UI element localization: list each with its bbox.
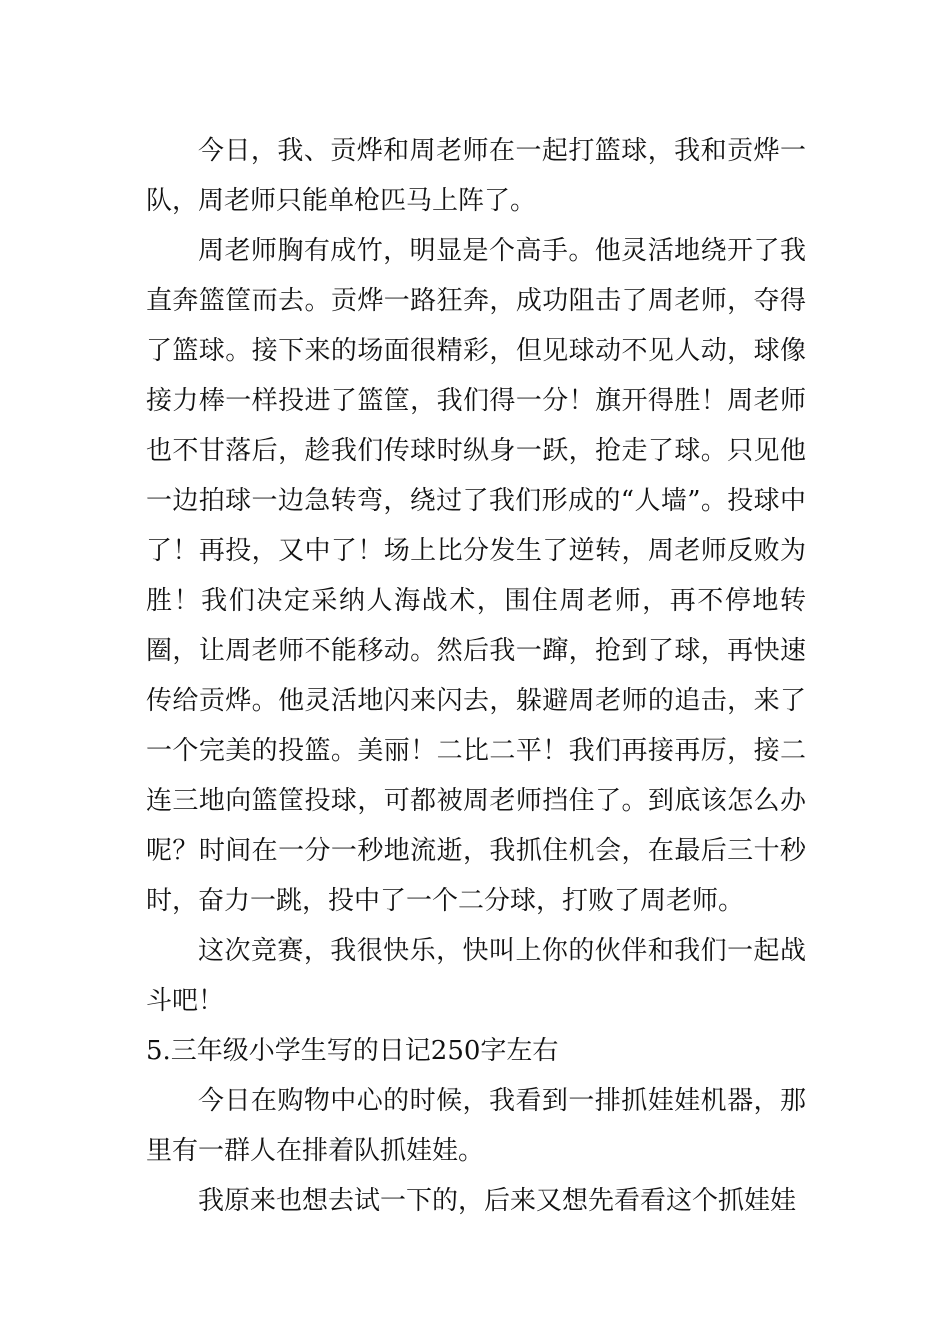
section-heading: 5.三年级小学生写的日记250字左右 bbox=[146, 1036, 559, 1066]
paragraph-claw-machine-continued: 我原来也想去试一下的，后来又想先看看这个抓娃娃 bbox=[198, 1186, 797, 1216]
paragraph-basketball-game: 周老师胸有成竹，明显是个高手。他灵活地绕开了我直奔篮筐而去。贡烨一路狂奔，成功阻击了周老师，夺得了篮球。接下来的场面很精彩，但见球动不见人动，球像接力棒一样投进了篮筐，我们得一分！旗开得胜！周老师也不甘落后，趁我们传球时纵身一跃，抢走了球。只见他一边拍球一边急转弯，绕过了我们形成的“人墙”。投球中了！再投，又中了！场上比分发生了逆转，周老师反败为胜！我们决定采纳人海战术，围住周老师，再不停地转圈，让周老师不能移动。然后我一蹿，抢到了球，再快速传给贡烨。他灵活地闪来闪去，躲避周老师的追击，来了一个完美的投篮。美丽！二比二平！我们再接再厉，接二连三地向篮筐投球，可都被周老师挡住了。到底该怎么办呢？时间在一分一秒地流逝，我抓住机会，在最后三十秒时，奋力一跳，投中了一个二分球，打败了周老师。 bbox=[146, 236, 806, 916]
document-body bbox=[146, 126, 806, 1226]
paragraph-basketball-conclusion: 这次竞赛，我很快乐，快叫上你的伙伴和我们一起战斗吧！ bbox=[146, 936, 806, 1016]
paragraph-basketball-intro: 今日，我、贡烨和周老师在一起打篮球，我和贡烨一队，周老师只能单枪匹马上阵了。 bbox=[146, 136, 806, 216]
paragraph-claw-machine-intro: 今日在购物中心的时候，我看到一排抓娃娃机器，那里有一群人在排着队抓娃娃。 bbox=[146, 1086, 806, 1166]
